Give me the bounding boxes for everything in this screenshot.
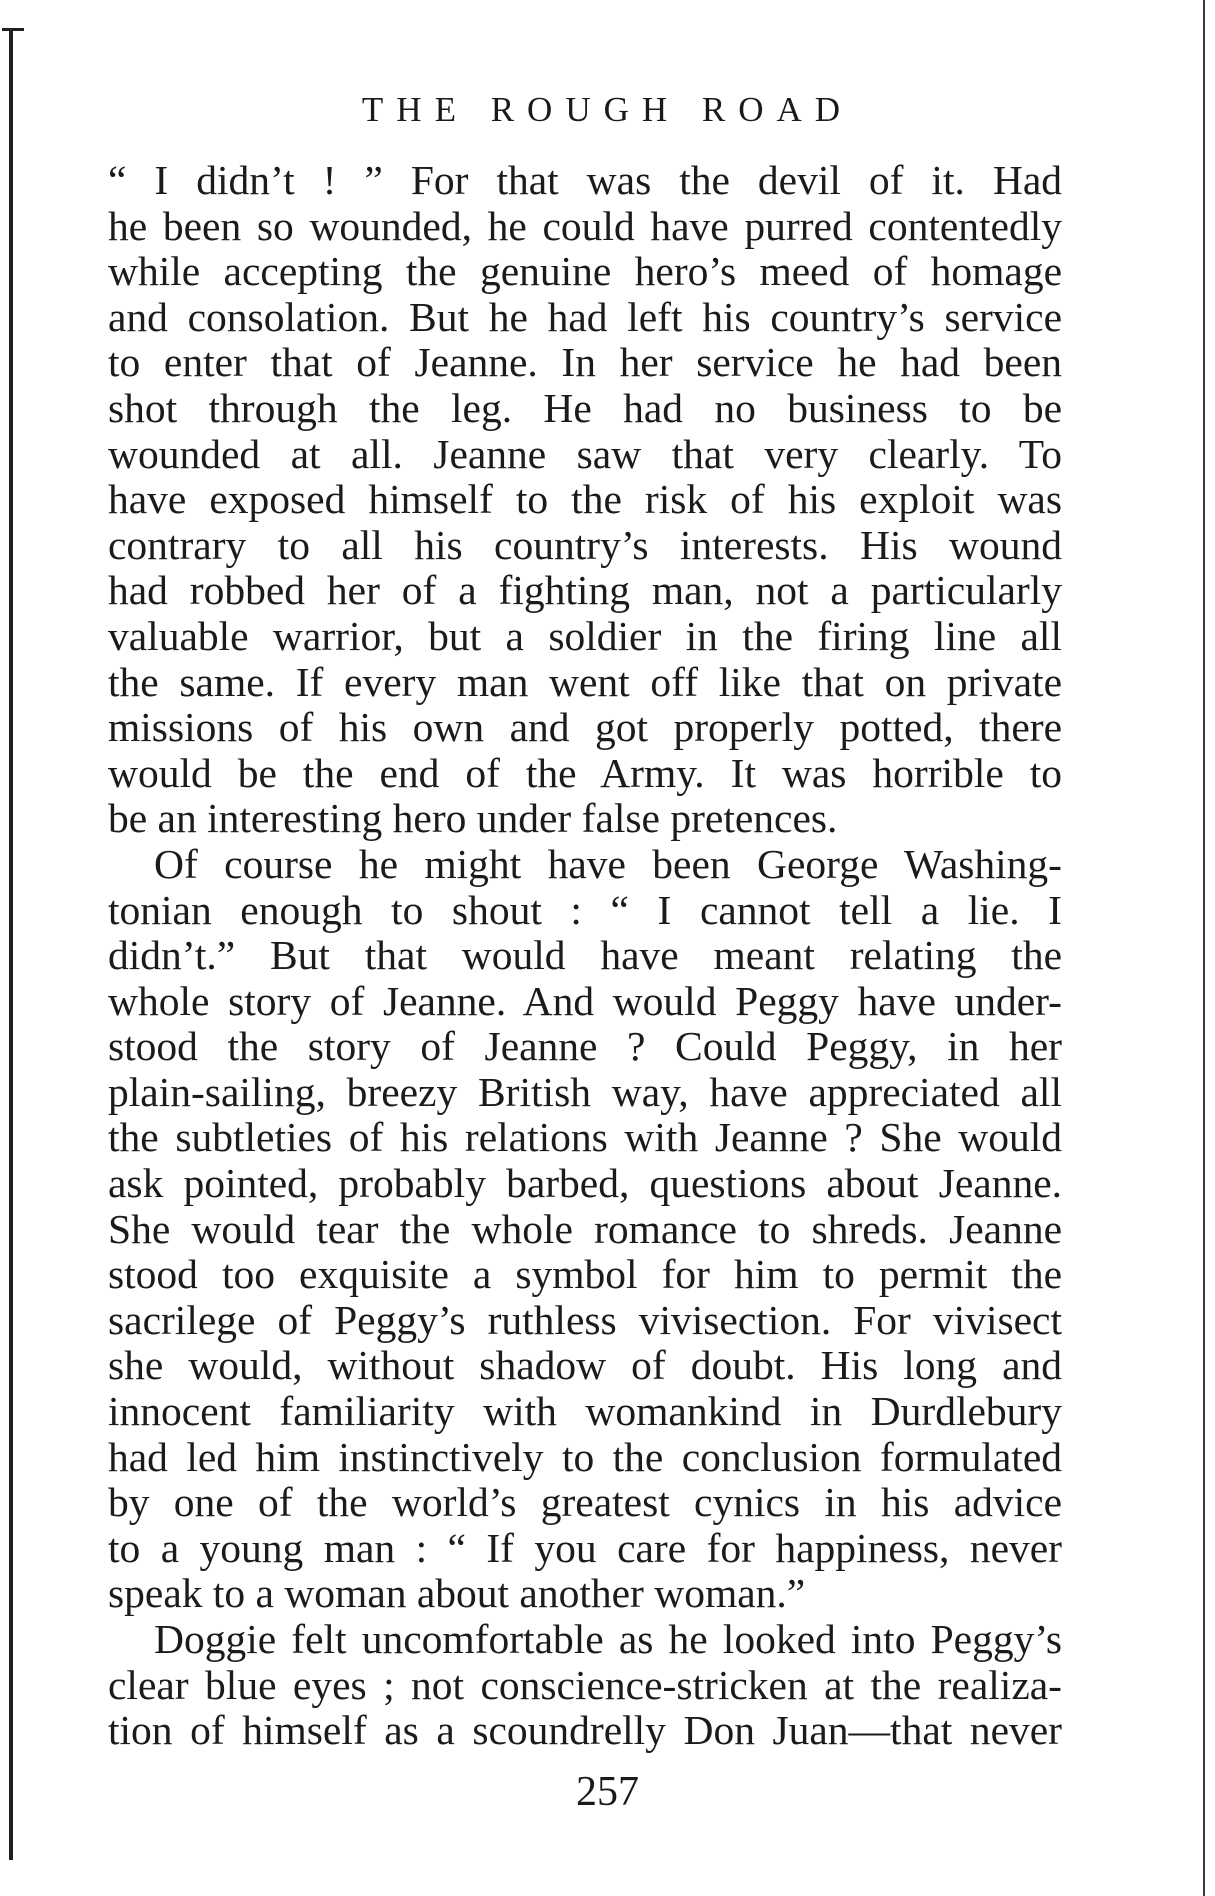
text-line: by one of the world’s greatest cynics in his advice bbox=[108, 1479, 1062, 1526]
text-line: ask pointed, probably barbed, questions about Jeanne. bbox=[108, 1160, 1062, 1207]
text-line: valuable warrior, but a soldier in the firing line all bbox=[108, 612, 1062, 659]
text-line: wounded at all. Jeanne saw that very clearly. To bbox=[108, 430, 1062, 477]
paragraph bbox=[108, 842, 1062, 1617]
text-line: She would tear the whole romance to shreds. Jeanne bbox=[108, 1205, 1062, 1252]
page-edge-right bbox=[1203, 0, 1205, 1896]
text-line: sacrilege of Peggy’s ruthless vivisection. For vivisect bbox=[108, 1296, 1062, 1343]
text-line: clear blue eyes ; not conscience-stricken at the realiza- bbox=[108, 1661, 1062, 1708]
text-line: would be the end of the Army. It was horrible to bbox=[108, 749, 1062, 796]
page-edge-top-mark bbox=[2, 28, 24, 31]
text-line: the same. If every man went off like that on private bbox=[108, 658, 1062, 705]
text-line: to a young man : “ If you care for happiness, never bbox=[108, 1524, 1062, 1571]
text-line: innocent familiarity with womankind in Durdlebury bbox=[108, 1388, 1062, 1435]
text-line: the subtleties of his relations with Jeanne ? She would bbox=[108, 1114, 1062, 1161]
paragraph bbox=[108, 1617, 1062, 1754]
binding-edge bbox=[9, 30, 13, 1860]
body-text bbox=[108, 158, 1062, 1754]
page-number: 257 bbox=[576, 1769, 639, 1815]
text-line: to enter that of Jeanne. In her service he had been bbox=[108, 339, 1062, 386]
paragraph bbox=[108, 158, 1062, 842]
text-line: he been so wounded, he could have purred contentedly bbox=[108, 202, 1062, 249]
text-line: tion of himself as a scoundrelly Don Juan—that never bbox=[108, 1707, 1062, 1754]
text-line: contrary to all his country’s interests. His wound bbox=[108, 521, 1062, 568]
text-line: had led him instinctively to the conclusion formulated bbox=[108, 1433, 1062, 1480]
text-line: be an interesting hero under false pretences. bbox=[108, 795, 838, 842]
text-line: shot through the leg. He had no business to be bbox=[108, 384, 1062, 431]
text-line: while accepting the genuine hero’s meed of homage bbox=[108, 248, 1062, 295]
text-line: speak to a woman about another woman.” bbox=[108, 1570, 806, 1617]
text-line: Of course he might have been George Washing- bbox=[154, 840, 1062, 887]
text-line: stood the story of Jeanne ? Could Peggy, in her bbox=[108, 1023, 1062, 1070]
text-line: and consolation. But he had left his country’s service bbox=[108, 293, 1062, 340]
text-line: Doggie felt uncomfortable as he looked into Peggy’s bbox=[154, 1616, 1062, 1662]
text-line: have exposed himself to the risk of his exploit was bbox=[108, 476, 1062, 523]
text-line: she would, without shadow of doubt. His long and bbox=[108, 1342, 1062, 1389]
text-line: “ I didn’t ! ” For that was the devil of it. Had bbox=[108, 157, 1062, 203]
text-line: tonian enough to shout : “ I cannot tell a lie. I bbox=[108, 886, 1062, 933]
text-line: didn’t.” But that would have meant relating the bbox=[108, 932, 1062, 979]
text-line: whole story of Jeanne. And would Peggy have under- bbox=[108, 977, 1062, 1024]
text-line: plain-sailing, breezy British way, have appreciated all bbox=[108, 1068, 1062, 1115]
text-line: missions of his own and got properly potted, there bbox=[108, 704, 1062, 751]
text-line: had robbed her of a fighting man, not a particularly bbox=[108, 567, 1062, 614]
text-line: stood too exquisite a symbol for him to permit the bbox=[108, 1251, 1062, 1298]
running-head: THE ROUGH ROAD bbox=[361, 90, 854, 129]
